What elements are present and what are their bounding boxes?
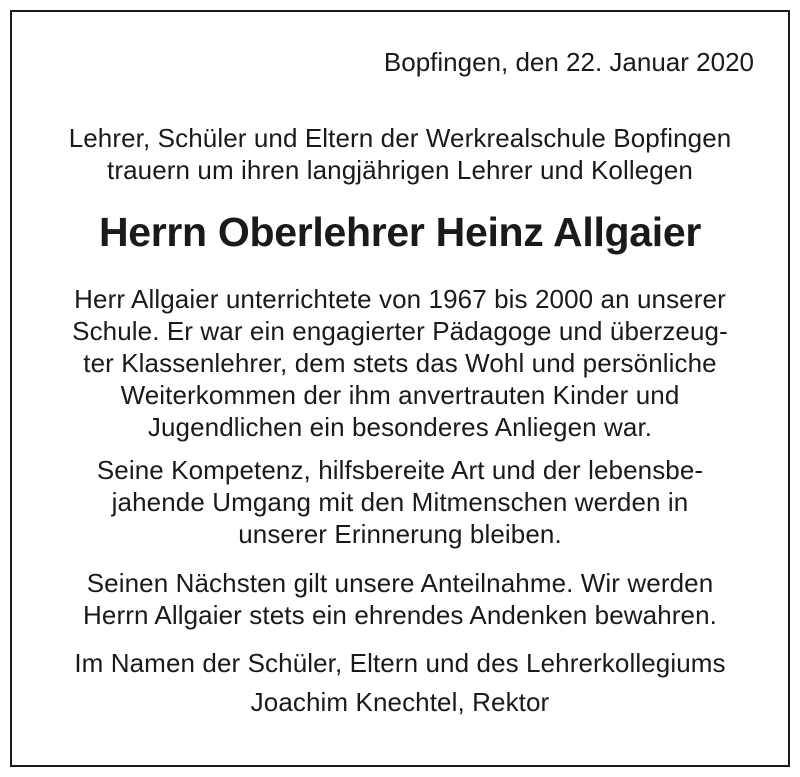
paragraph1-line-1: Herr Allgaier unterrichtete von 1967 bis 2000 an unserer: [74, 284, 726, 314]
paragraph3-line-1: Seinen Nächsten gilt unsere Anteilnahme. Wir werden: [86, 568, 714, 598]
signature-line: Joachim Knechtel, Rektor: [250, 687, 550, 717]
paragraph1-line-3: ter Klassenlehrer, dem stets das Wohl und persönliche: [83, 348, 717, 378]
date-line: Bopfingen, den 22. Januar 2020: [383, 47, 754, 77]
paragraph1-line-5: Jugendlichen ein besonderes Anliegen war.: [147, 412, 653, 442]
paragraph1-line-4: Weiterkommen der ihm anvertrauten Kinder und: [120, 380, 680, 410]
paragraph2-line-3: unserer Erinnerung bleiben.: [238, 519, 562, 549]
intro-line-2: trauern um ihren langjährigen Lehrer und Kollegen: [107, 155, 693, 185]
paragraph3-line-2: Herrn Allgaier stets ein ehrendes Andenken bewahren.: [83, 600, 717, 630]
intro-line-1: Lehrer, Schüler und Eltern der Werkrealschule Bopfingen: [68, 123, 732, 153]
paragraph2-line-1: Seine Kompetenz, hilfsbereite Art und der lebensbe-: [96, 455, 704, 485]
deceased-name-heading: Herrn Oberlehrer Heinz Allgaier: [98, 209, 702, 255]
paragraph2-line-2: jahende Umgang mit den Mitmenschen werden in: [111, 487, 689, 517]
closing-line-1: Im Namen der Schüler, Eltern und des Lehrerkollegiums: [74, 648, 726, 678]
paragraph1-line-2: Schule. Er war ein engagierter Pädagoge und überzeug-: [72, 316, 728, 346]
